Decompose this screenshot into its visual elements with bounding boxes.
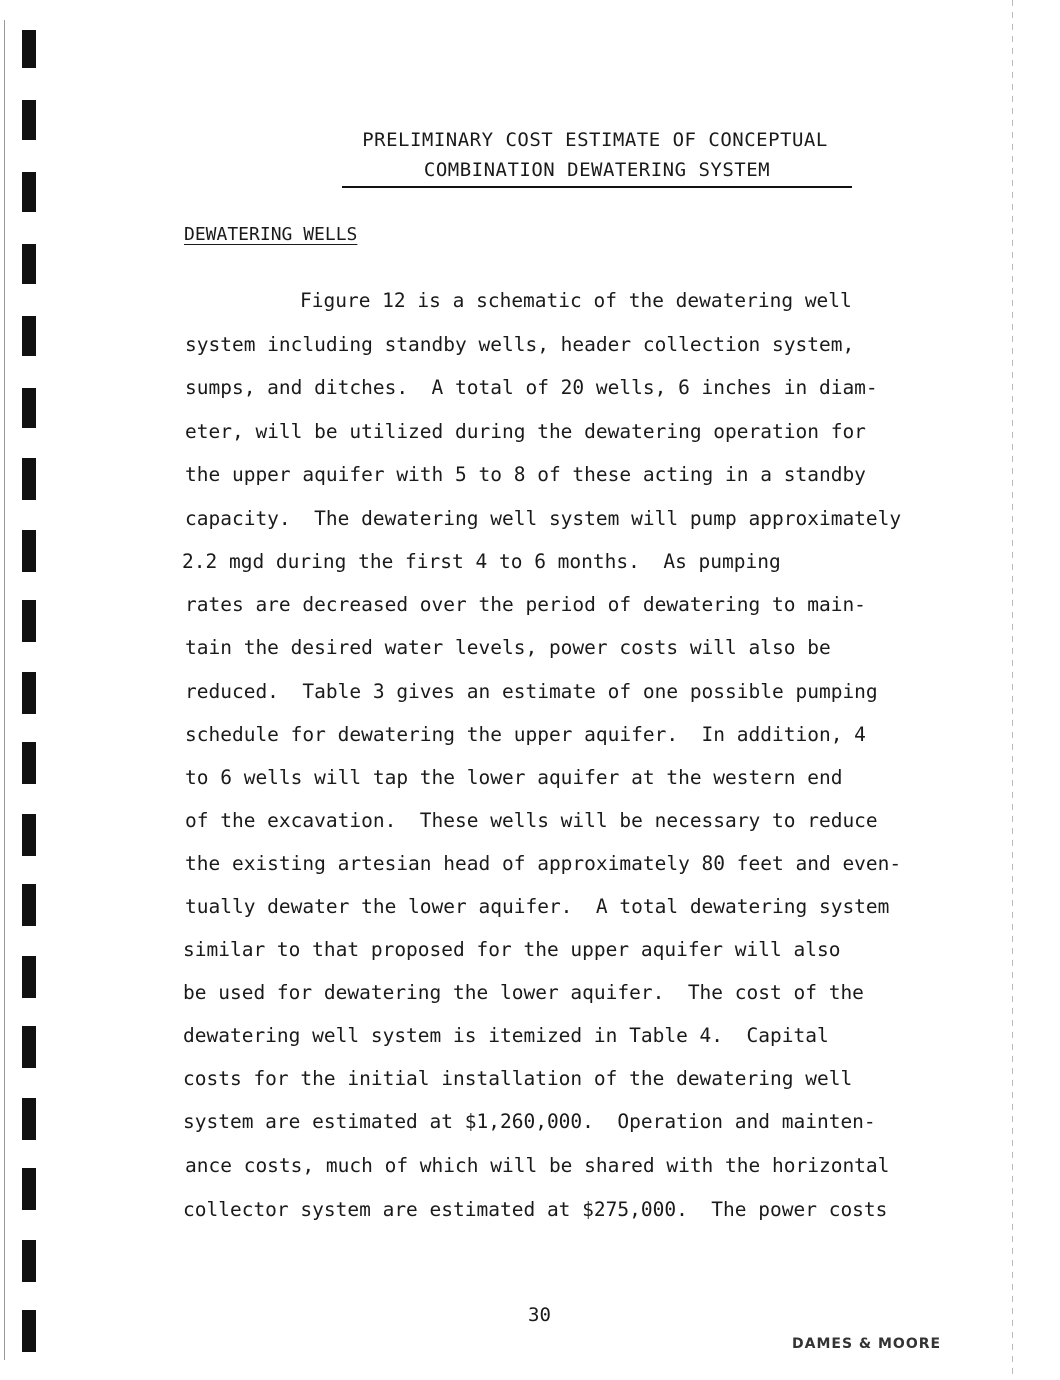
binder-mark bbox=[22, 1240, 36, 1282]
binder-mark bbox=[22, 244, 36, 284]
binder-mark bbox=[22, 172, 36, 212]
body-line: system including standby wells, header collection system, bbox=[185, 333, 855, 356]
body-line: ance costs, much of which will be shared with the horizontal bbox=[185, 1154, 890, 1177]
document-title-line-1: PRELIMINARY COST ESTIMATE OF CONCEPTUAL bbox=[362, 129, 828, 151]
binder-mark bbox=[22, 742, 36, 784]
body-line: costs for the initial installation of the dewatering well bbox=[183, 1067, 853, 1090]
left-edge-line bbox=[4, 20, 5, 1360]
document-title-line-2: COMBINATION DEWATERING SYSTEM bbox=[342, 161, 852, 188]
body-line: tain the desired water levels, power costs will also be bbox=[185, 636, 831, 659]
body-line: eter, will be utilized during the dewatering operation for bbox=[185, 420, 866, 443]
binder-mark bbox=[22, 30, 36, 68]
body-line: sumps, and ditches. A total of 20 wells, 6 inches in diam- bbox=[185, 376, 878, 399]
body-line: the upper aquifer with 5 to 8 of these acting in a standby bbox=[185, 463, 866, 486]
footer-logo: DAMES & MOORE bbox=[792, 1336, 942, 1352]
body-line: similar to that proposed for the upper aquifer will also bbox=[183, 938, 841, 961]
binder-mark bbox=[22, 1026, 36, 1068]
binder-mark bbox=[22, 100, 36, 140]
body-line: the existing artesian head of approximately 80 feet and even- bbox=[185, 852, 902, 875]
binder-mark bbox=[22, 1310, 36, 1352]
binder-mark bbox=[22, 458, 36, 500]
binder-mark bbox=[22, 600, 36, 642]
body-line: system are estimated at $1,260,000. Operation and mainten- bbox=[183, 1110, 876, 1133]
page-number: 30 bbox=[528, 1304, 551, 1326]
body-line: to 6 wells will tap the lower aquifer at the western end bbox=[185, 766, 843, 789]
binder-mark bbox=[22, 316, 36, 356]
binder-mark bbox=[22, 530, 36, 572]
binder-mark bbox=[22, 1098, 36, 1140]
body-line: be used for dewatering the lower aquifer. The cost of the bbox=[183, 981, 864, 1004]
body-line: dewatering well system is itemized in Table 4. Capital bbox=[183, 1024, 829, 1047]
right-edge-line bbox=[1012, 0, 1013, 1380]
body-line: tually dewater the lower aquifer. A total dewatering system bbox=[185, 895, 890, 918]
binder-mark bbox=[22, 672, 36, 714]
binder-mark bbox=[22, 956, 36, 998]
body-line: 2.2 mgd during the first 4 to 6 months. As pumping bbox=[182, 550, 781, 573]
body-line: collector system are estimated at $275,000. The power costs bbox=[183, 1198, 888, 1221]
body-line: schedule for dewatering the upper aquifer. In addition, 4 bbox=[185, 723, 866, 746]
body-line: reduced. Table 3 gives an estimate of one possible pumping bbox=[185, 680, 878, 703]
section-heading: DEWATERING WELLS bbox=[184, 224, 358, 245]
body-line: capacity. The dewatering well system will pump approximately bbox=[185, 507, 902, 530]
binder-mark bbox=[22, 814, 36, 856]
binder-mark bbox=[22, 388, 36, 428]
body-line: Figure 12 is a schematic of the dewatering well bbox=[300, 289, 852, 312]
body-line: of the excavation. These wells will be necessary to reduce bbox=[185, 809, 878, 832]
binder-mark bbox=[22, 1168, 36, 1210]
body-line: rates are decreased over the period of dewatering to main- bbox=[185, 593, 866, 616]
binder-mark bbox=[22, 884, 36, 926]
